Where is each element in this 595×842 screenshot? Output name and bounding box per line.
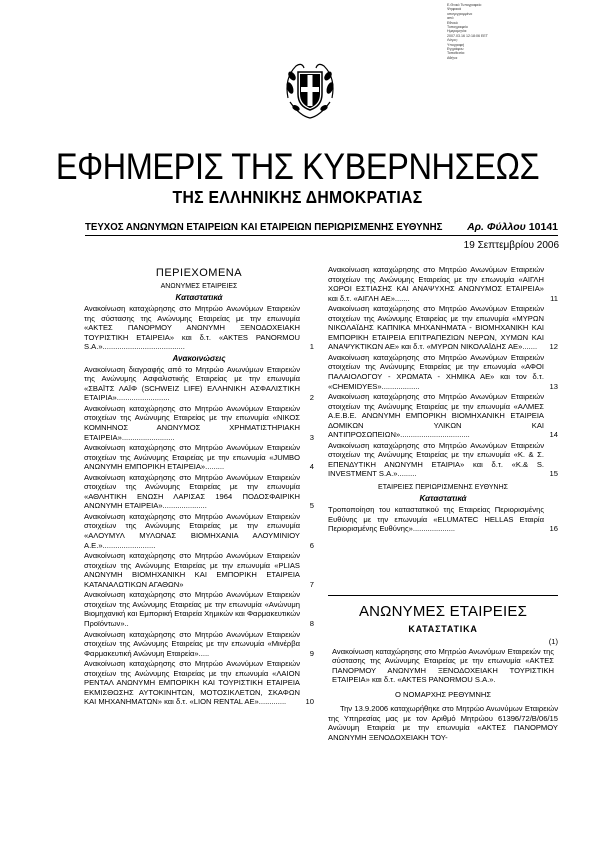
body-divider bbox=[328, 595, 558, 596]
stamp-line: Λόγος: bbox=[447, 38, 458, 43]
sheet-number: 10141 bbox=[528, 221, 558, 233]
body-heading: ΑΝΩΝΥΜΕΣ ΕΤΑΙΡΕΙΕΣ bbox=[358, 603, 528, 620]
toc-left-column bbox=[84, 266, 314, 708]
toc-entry-page: 9 bbox=[309, 648, 314, 658]
coat-of-arms-emblem bbox=[282, 58, 338, 120]
toc-entry[interactable] bbox=[84, 659, 314, 707]
toc-entry[interactable] bbox=[84, 365, 314, 403]
toc-entry[interactable] bbox=[84, 473, 314, 511]
toc-entry-page: 15 bbox=[549, 469, 558, 479]
stamp-line: Τοποθεσία: bbox=[447, 51, 465, 56]
toc-anakoinwseis-list-left bbox=[84, 365, 314, 707]
toc-entry-text: Ανακοίνωση καταχώρησης στο Μητρώο Ανωνύμων Εταιρειών στοιχείων της Ανώνυμης Εταιρείας με την επωνυμία «Μινέρβα Φαρμακευτική Ανώνυμη Εταιρεία»..... bbox=[84, 629, 300, 658]
article-title: Ανακοίνωση καταχώρησης στο Μητρώο Ανωνύμων Εταιρειών της σύστασης της Ανώνυμης Εταιρείας με την επωνυμία «ΑΚΤΕΣ ΠΑΝΟΡΜΟΥ ΑΝΩΝΥΜΗ ΞΕΝΟΔΟΧΕΙΑΚΗ ΤΟΥΡΙΣΤΙΚΗ ΕΤΑΙΡΕΙΑ» και δ.τ. «AKTES PANORMOU S.A.». bbox=[332, 646, 554, 685]
toc-entry-text: Ανακοίνωση καταχώρησης στο Μητρώο Ανωνύμων Εταιρειών στοιχείων της Ανώνυμης Εταιρείας με την επωνυμία «ΛΑΙΟΝ ΡΕΝΤΑΛ ΑΝΩΝΥΜΗ ΕΜΠΟΡΙΚΗ ΚΑΙ ΤΟΥΡΙΣΤΙΚΗ ΕΤΑΙΡΕΙΑ ΕΚΜΙΣΘΩΣΗΣ ΑΥΤΟΚΙΝΗΤΩΝ, ΜΟΤΟΣΙΚΛΕΤΩΝ, ΣΚΑΦΩΝ ΚΑΙ ΜΗΧΑΝΗΜΑΤΩΝ» και δ.τ. «LION RENTAL AE»............. bbox=[84, 659, 300, 707]
stamp-line: Τυπογραφείο bbox=[447, 25, 468, 30]
toc-entry-page: 14 bbox=[549, 430, 558, 440]
toc-entry[interactable] bbox=[84, 404, 314, 442]
toc-entry[interactable] bbox=[328, 392, 558, 440]
toc-entry-text: Ανακοίνωση καταχώρησης στο Μητρώο Ανωνύμων Εταιρειών στοιχείων της Ανώνυμης Εταιρείας με την επωνυμία «ΜΥΡΩΝ ΝΙΚΟΛΑΪΔΗΣ ΚΑΠΝΙΚΑ ΜΗΧΑΝΗΜΑΤΑ - ΒΙΟΜΗΧΑΝΙΚΗ ΚΑΙ ΕΜΠΟΡΙΚΗ ΕΤΑΙΡΕΙΑ ΕΠΙΤΡΑΠΕΖΙΩΝ ΝΕΡΩΝ, ΧΥΜΩΝ ΚΑΙ ΑΝΑΨΥΚΤΙΚΩΝ ΑΕ» και δ.τ. «ΜΥΡΩΝ ΝΙΚΟΛΑΪΔΗΣ ΑΕ»....... bbox=[328, 304, 544, 352]
body-subheading: ΚΑΤΑΣΤΑΤΙΚΑ bbox=[408, 624, 478, 634]
toc-entry[interactable] bbox=[84, 512, 314, 550]
toc-anakoinwseis-list-right bbox=[328, 265, 558, 479]
toc-right-column bbox=[328, 265, 558, 535]
toc-entry-page: 10 bbox=[305, 697, 314, 707]
toc-anakoinwseis-label: Ανακοινώσεις bbox=[172, 353, 226, 363]
toc-entry[interactable] bbox=[84, 630, 314, 659]
toc-entry-text: Ανακοίνωση καταχώρησης στο Μητρώο Ανωνύμων Εταιρειών στοιχείων της Ανώνυμης Εταιρείας με την επωνυμία «ΑΛΟΥΜΥΛ ΜΥΛΩΝΑΣ ΒΙΟΜΗΧΑΝΙΑ ΑΛΟΥΜΙΝΙΟΥ Α.Ε.»......................... bbox=[84, 511, 300, 550]
toc-entry-page: 8 bbox=[309, 618, 314, 628]
digital-signature-stamp bbox=[447, 3, 509, 60]
issue-series: ΤΕΥΧΟΣ ΑΝΩΝΥΜΩΝ ΕΤΑΙΡΕΙΩΝ ΚΑΙ ΕΤΑΙΡΕΙΩΝ ΠΕΡΙΩΡΙΣΜΕΝΗΣ ΕΥΘΥΝΗΣ bbox=[85, 221, 443, 233]
toc-entry-text: Ανακοίνωση καταχώρησης στο Μητρώο Ανωνύμων Εταιρειών στοιχείων της Ανώνυμης Εταιρείας με την επωνυμία «ΑΦΟΙ ΠΑΛΑΙΟΛΟΓΟΥ - ΧΡΩΜΑΤΑ - ΧΗΜΙΚΑ ΑΕ» και τον δ.τ. «CHEMIDYES».................. bbox=[328, 352, 544, 391]
article-paragraph: Την 13.9.2006 καταχωρήθηκε στο Μητρώο Ανωνύμων Εταιρειών της Υπηρεσίας μας με τον Αριθμό Μητρώου 61396/72/Β/06/15 Ανώνυμη Εταιρεία με την επωνυμία «ΑΚΤΕΣ ΠΑΝΟΡΜΟΥ ΑΝΩΝΥΜΗ ΞΕΝΟΔΟΧΕΙΑΚΗ ΤΟΥ- bbox=[328, 704, 558, 742]
toc-ae-heading: ΑΝΩΝΥΜΕΣ ΕΤΑΙΡΕΙΕΣ bbox=[160, 283, 238, 290]
toc-entry-text: Ανακοίνωση διαγραφής από το Μητρώο Ανωνύμων Εταιρειών της Ανώνυμης Ασφαλιστικής Εταιρείας με την επωνυμία «ΣΒΑΪΤΣ ΛΑΪΦ (SCHWEIZ LIFE) ΕΛΛΗΝΙΚΗ ΑΣΦΑΛΙΣΤΙΚΗ ΕΤΑΙΡΙΑ»......................... bbox=[84, 364, 300, 403]
toc-entry[interactable] bbox=[84, 590, 314, 628]
toc-entry-page: 1 bbox=[309, 342, 314, 352]
issue-line bbox=[85, 221, 558, 233]
toc-entry-page: 2 bbox=[309, 393, 314, 403]
stamp-line: Ε.Θνικό Τυπογραφείο bbox=[447, 3, 482, 7]
stamp-line: Εγγράφου bbox=[447, 47, 464, 52]
toc-entry-text: Ανακοίνωση καταχώρησης στο Μητρώο Ανωνύμων Εταιρειών στοιχείων της Ανώνυμης Εταιρείας με την επωνυμία «PLIAS ΑΝΩΝΥΜΗ ΒΙΟΜΗΧΑΝΙΚΗ ΚΑΙ ΕΜΠΟΡΙΚΗ ΕΤΑΙΡΕΙΑ ΚΑΤΑΝΑΛΩΤΙΚΩΝ ΑΓΑΘΩΝ» bbox=[84, 551, 300, 589]
stamp-line: υπογεγραμμένο bbox=[447, 11, 473, 16]
toc-entry-page: 4 bbox=[309, 462, 314, 472]
toc-entry[interactable] bbox=[328, 505, 558, 534]
toc-entry[interactable] bbox=[328, 441, 558, 479]
toc-katastatika-label: Καταστατικά bbox=[175, 293, 223, 302]
toc-entry[interactable] bbox=[84, 443, 314, 472]
toc-entry-text: Ανακοίνωση καταχώρησης στο Μητρώο Ανωνύμων Εταιρειών στοιχείων της Ανώνυμης Εταιρείας με την επωνυμία «Ανώνυμη Βιομηχανική και Εμπορική Εταιρεία Χημικών και Φαρμακευτικών Προϊόντων».. bbox=[84, 590, 300, 628]
stamp-line: Ημερομηνία: bbox=[447, 29, 468, 34]
stamp-line: 2007.03.16 12:18:06 EET bbox=[447, 33, 488, 38]
toc-entry-text: Τροποποίηση του καταστατικού της Εταιρείας Περιορισμένης Ευθύνης με την επωνυμία «ELUMATEC HELLAS Εταιρία Περιορισμένης Ευθύνης».................... bbox=[328, 505, 544, 534]
toc-entry-text: Ανακοίνωση καταχώρησης στο Μητρώο Ανωνύμων Εταιρειών στοιχείων της Ανώνυμης Εταιρείας με την επωνυμία «ΑΛΜΕΣ Α.Ε.Β.Ε. ΑΝΩΝΥΜΗ ΕΜΠΟΡΙΚΗ ΒΙΟΜΗΧΑΝΙΚΗ ΕΤΑΙΡΕΙΑ ΔΟΜΙΚΩΝ ΥΛΙΚΩΝ ΚΑΙ ΑΝΤΙΠΡΟΣΩΠΕΙΩΝ»................................. bbox=[328, 392, 544, 440]
toc-entry[interactable] bbox=[328, 265, 558, 303]
toc-entry-text: Ανακοίνωση καταχώρησης στο Μητρώο Ανωνύμων Εταιρειών στοιχείων της Ανώνυμης Εταιρείας με την επωνυμία «Κ. & Σ. ΕΠΕΝΔΥΤΙΚΗ ΑΝΩΝΥΜΗ ΕΤΑΙΡΙΑ» και δ.τ. «K.& S. INVESTMENT S.A.»......... bbox=[328, 440, 544, 479]
toc-heading: ΠΕΡΙΕΧΟΜΕΝΑ bbox=[155, 267, 243, 279]
article-body bbox=[328, 637, 558, 742]
stamp-line: Ψηφιακά bbox=[447, 7, 462, 12]
toc-entry-page: 16 bbox=[549, 524, 558, 534]
toc-entry-text: Ανακοίνωση καταχώρησης στο Μητρώο Ανωνύμων Εταιρειών της σύστασης της Ανώνυμης Εταιρείας με την επωνυμία «ΑΚΤΕΣ ΠΑΝΟΡΜΟΥ ΑΝΩΝΥΜΗ ΞΕΝΟΔΟΧΕΙΑΚΗ ΤΟΥΡΙΣΤΙΚΗ ΕΤΑΙΡΕΙΑ» και δ.τ. «AKTES PANORMOU S.A.»....................................... bbox=[84, 304, 300, 352]
toc-katastatika-list bbox=[84, 304, 314, 352]
article-number: (1) bbox=[548, 637, 558, 646]
toc-entry-text: Ανακοίνωση καταχώρησης στο Μητρώο Ανωνύμων Εταιρειών στοιχείων της Ανώνυμης Εταιρείας με την επωνυμία «ΑΘΛΗΤΙΚΗ ΕΝΩΣΗ ΛΑΡΙΣΑΣ 1964 ΠΟΔΟΣΦΑΙΡΙΚΗ ΑΝΩΝΥΜΗ ΕΤΑΙΡΕΙΑ»..................... bbox=[84, 472, 300, 511]
toc-epe-list bbox=[328, 505, 558, 534]
toc-entry-page: 7 bbox=[309, 579, 314, 589]
toc-entry-page: 6 bbox=[309, 540, 314, 550]
sheet-label: Αρ. Φύλλου bbox=[467, 221, 526, 233]
gazette-subtitle: ΤΗΣ ΕΛΛΗΝΙΚΗΣ ΔΗΜΟΚΡΑΤΙΑΣ bbox=[172, 187, 423, 207]
toc-entry-page: 11 bbox=[550, 293, 558, 303]
toc-entry-text: Ανακοίνωση καταχώρησης στο Μητρώο Ανωνύμων Εταιρειών στοιχείων της Ανώνυμης Εταιρείας με την επωνυμία «ΑΙΓΛΗ ΧΩΡΟΙ ΕΣΤΙΑΣΗΣ ΚΑΙ ΑΝΑΨΥΧΗΣ ΑΝΩΝΥΜΟΣ ΕΤΑΙΡΕΙΑ» και δ.τ. «ΑΙΓΛΗ ΑΕ»....... bbox=[328, 265, 544, 303]
stamp-line: από bbox=[447, 16, 454, 21]
header-rule bbox=[85, 235, 558, 236]
toc-entry[interactable] bbox=[84, 304, 314, 352]
toc-entry[interactable] bbox=[84, 551, 314, 589]
toc-entry[interactable] bbox=[328, 304, 558, 352]
issue-date: 19 Σεπτεμβρίου 2006 bbox=[463, 240, 559, 251]
sheet-number-block bbox=[467, 221, 558, 233]
toc-entry-text: Ανακοίνωση καταχώρησης στο Μητρώο Ανωνύμων Εταιρειών στοιχείων της Ανώνυμης Εταιρείας με την επωνυμία «JUMBO ΑΝΩΝΥΜΗ ΕΜΠΟΡΙΚΗ ΕΤΑΙΡΕΙΑ»......... bbox=[84, 443, 300, 472]
toc-entry-page: 13 bbox=[549, 381, 558, 391]
toc-entry-page: 3 bbox=[309, 432, 314, 442]
article-authority: Ο ΝΟΜΑΡΧΗΣ ΡΕΘΥΜΝΗΣ bbox=[394, 689, 492, 699]
toc-entry[interactable] bbox=[328, 353, 558, 391]
toc-epe-heading: ΕΤΑΙΡΕΙΕΣ ΠΕΡΙΩΡΙΣΜΕΝΗΣ ΕΥΘΥΝΗΣ bbox=[378, 484, 508, 492]
stamp-line: Υπογραφή bbox=[447, 42, 465, 47]
toc-entry-page: 5 bbox=[309, 501, 314, 511]
gazette-title: ΕΦΗΜΕΡΙΣ ΤΗΣ ΚΥΒΕΡΝΗΣΕΩΣ bbox=[55, 146, 540, 187]
toc-epe-katastatika-label: Καταστατικά bbox=[419, 494, 467, 504]
stamp-line: Αθήνα bbox=[447, 55, 458, 60]
toc-entry-page: 12 bbox=[549, 342, 558, 352]
stamp-line: Εθνικό bbox=[447, 20, 458, 25]
toc-entry-text: Ανακοίνωση καταχώρησης στο Μητρώο Ανωνύμων Εταιρειών στοιχείων της Ανώνυμης Εταιρείας με την επωνυμία «ΝΙΚΟΣ ΚΟΜΝΗΝΟΣ ΑΝΩΝΥΜΟΣ ΧΡΗΜΑΤΙΣΤΗΡΙΑΚΗ ΕΤΑΙΡΕΙΑ»......................... bbox=[84, 403, 300, 442]
